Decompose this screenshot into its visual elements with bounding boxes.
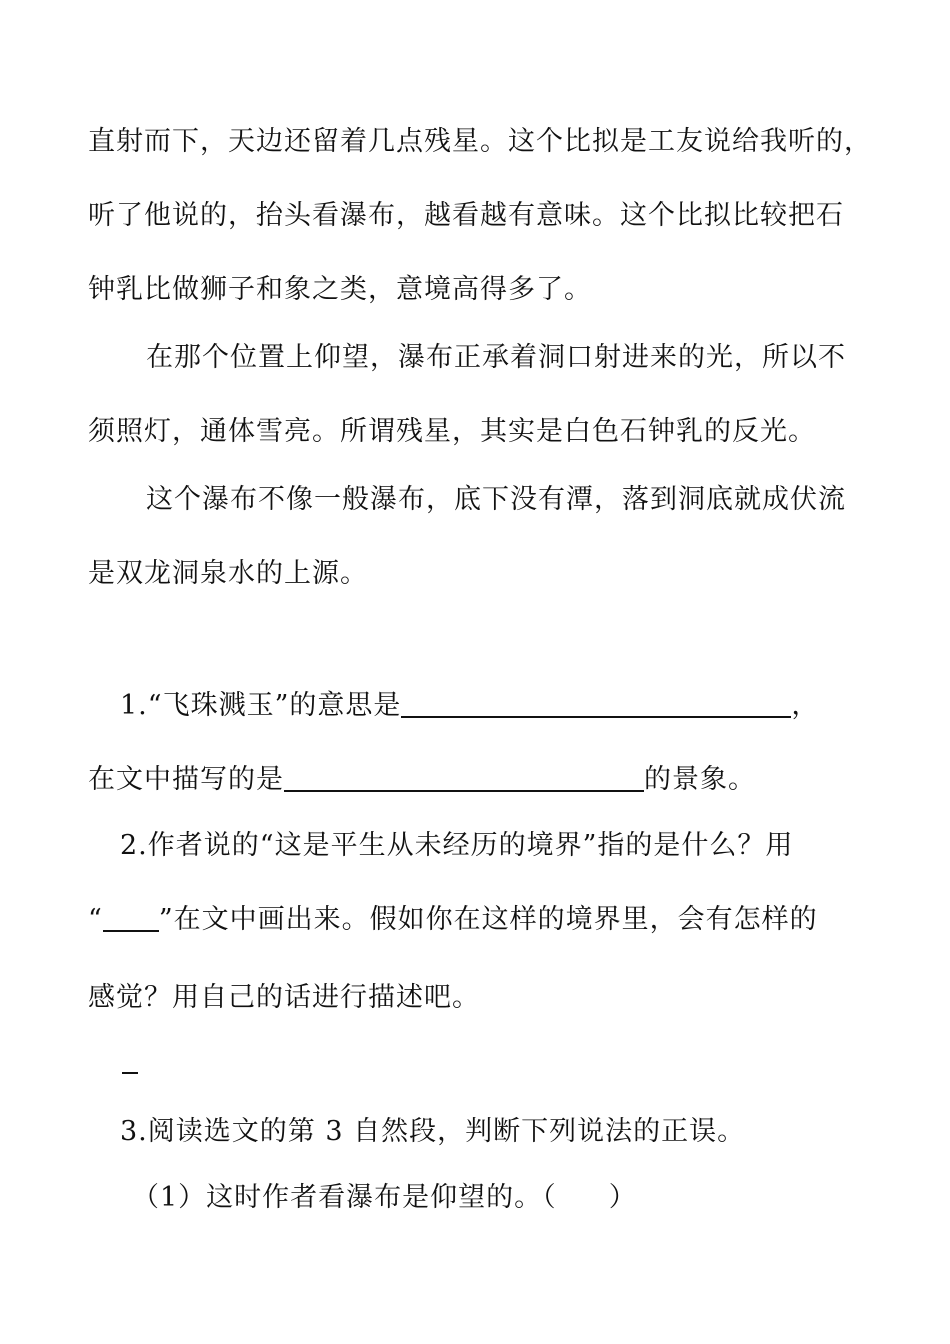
q1-line2-prefix: 在文中描写的是 [88, 764, 284, 795]
q3-item-1-close: ） [608, 1182, 637, 1213]
q2-underline-sample [103, 904, 159, 932]
passage-line-3: 钟乳比做狮子和象之类，意境高得多了。 [88, 274, 592, 305]
q1-answer-blank-1[interactable] [401, 690, 791, 718]
passage-line-5: 须照灯，通体雪亮。所谓残星，其实是白色石钟乳的反光。 [88, 416, 816, 447]
passage-line-7: 是双龙洞泉水的上源。 [88, 558, 368, 589]
q1-answer-blank-2[interactable] [284, 764, 644, 792]
q1-line2-suffix: 的景象。 [644, 764, 756, 795]
passage-line-1: 直射而下，天边还留着几点残星。这个比拟是工友说给我听的， [88, 126, 872, 157]
q2-answer-line[interactable] [122, 1072, 138, 1074]
passage-line-4: 在那个位置上仰望，瀑布正承着洞口射进来的光，所以不 [146, 342, 846, 373]
q1-prefix: 1.“飞珠溅玉”的意思是 [120, 690, 402, 721]
q3-line-1: 3.阅读选文的第 3 自然段，判断下列说法的正误。 [120, 1116, 746, 1147]
q2-line2-suffix: ”在文中画出来。假如你在这样的境界里，会有怎样的 [158, 904, 818, 935]
q2-line-3: 感觉？用自己的话进行描述吧。 [88, 982, 480, 1013]
q2-line2-prefix: “ [88, 904, 103, 935]
q3-item-1-text: （1）这时作者看瀑布是仰望的。（ [132, 1182, 557, 1213]
passage-line-6: 这个瀑布不像一般瀑布，底下没有潭，落到洞底就成伏流 [146, 484, 846, 515]
q1-suffix: ， [791, 690, 820, 721]
q2-line-1: 2.作者说的“这是平生从未经历的境界”指的是什么？用 [120, 830, 794, 861]
passage-line-2: 听了他说的，抬头看瀑布，越看越有意味。这个比拟比较把石 [88, 200, 844, 231]
